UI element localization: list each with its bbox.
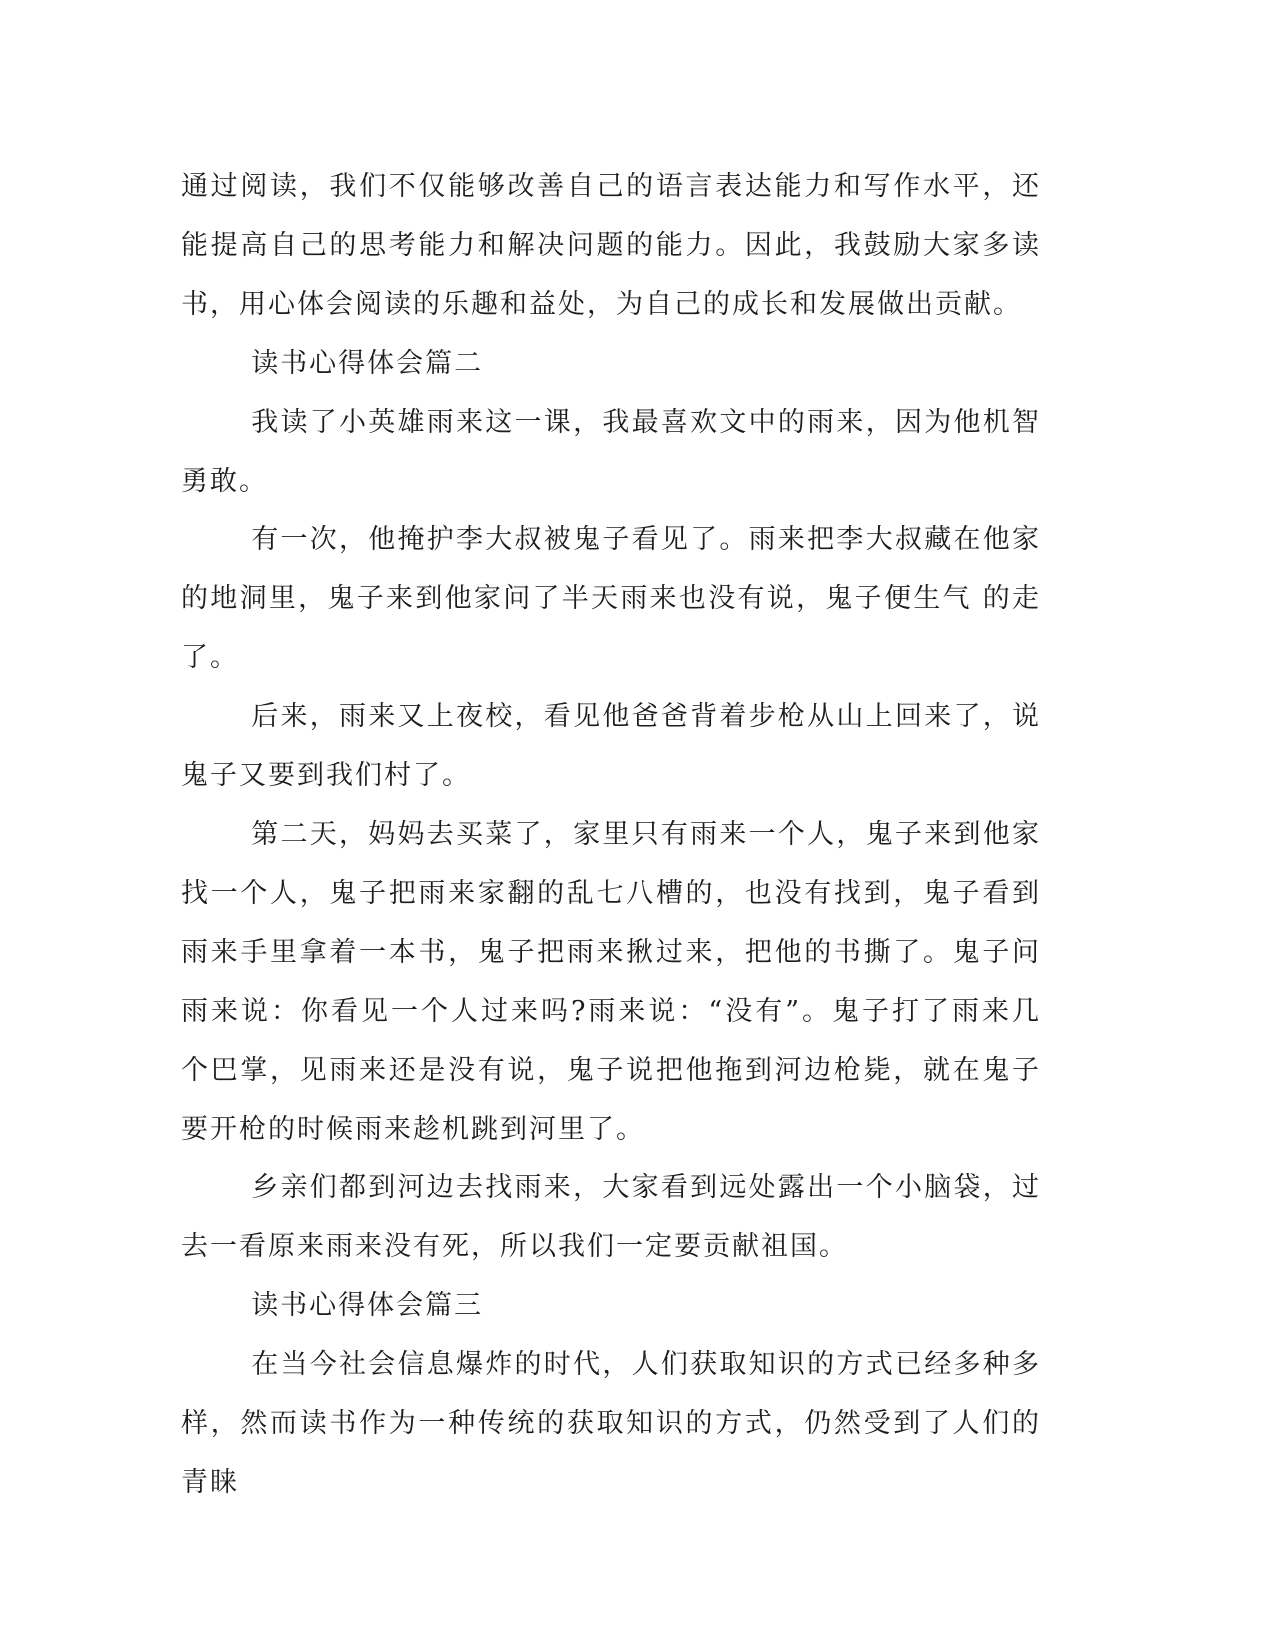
paragraph-night-school: 后来，雨来又上夜校，看见他爸爸背着步枪从山上回来了，说鬼子又要到我们村了。 bbox=[181, 701, 1041, 792]
section-heading-part-two: 读书心得体会篇二 bbox=[251, 347, 484, 379]
paragraph-information-age: 在当今社会信息爆炸的时代，人们获取知识的方式已经多种多样，然而读书作为一种传统的获取知识的方式，仍然受到了人们的青睐 bbox=[181, 1349, 1041, 1498]
paragraph-hiding-li: 有一次，他掩护李大叔被鬼子看见了。雨来把李大叔藏在他家的地洞里，鬼子来到他家问了半天雨来也没有说，鬼子便生气 的走了。 bbox=[181, 524, 1041, 674]
paragraph-intro-yulai: 我读了小英雄雨来这一课，我最喜欢文中的雨来，因为他机智勇敢。 bbox=[181, 406, 1041, 497]
paragraph-conclusion: 通过阅读，我们不仅能够改善自己的语言表达能力和写作水平，还能提高自己的思考能力和解决问题的能力。因此，我鼓励大家多读书，用心体会阅读的乐趣和益处，为自己的成长和发展做出贡献。 bbox=[181, 171, 1041, 320]
paragraph-villagers: 乡亲们都到河边去找雨来，大家看到远处露出一个小脑袋，过去一看原来雨来没有死，所以我们一定要贡献祖国。 bbox=[181, 1172, 1041, 1263]
paragraph-next-day: 第二天，妈妈去买菜了，家里只有雨来一个人，鬼子来到他家找一个人，鬼子把雨来家翻的乱七八槽的，也没有找到，鬼子看到雨来手里拿着一本书，鬼子把雨来揪过来，把他的书撕了。鬼子问雨来说：你看见一个人过来吗?雨来说：“没有”。鬼子打了雨来几个巴掌，见雨来还是没有说，鬼子说把他拖到河边枪毙，就在鬼子要开枪的时候雨来趁机跳到河里了。 bbox=[181, 818, 1041, 1145]
document-body bbox=[181, 158, 1041, 1513]
section-heading-part-three: 读书心得体会篇三 bbox=[251, 1290, 484, 1322]
